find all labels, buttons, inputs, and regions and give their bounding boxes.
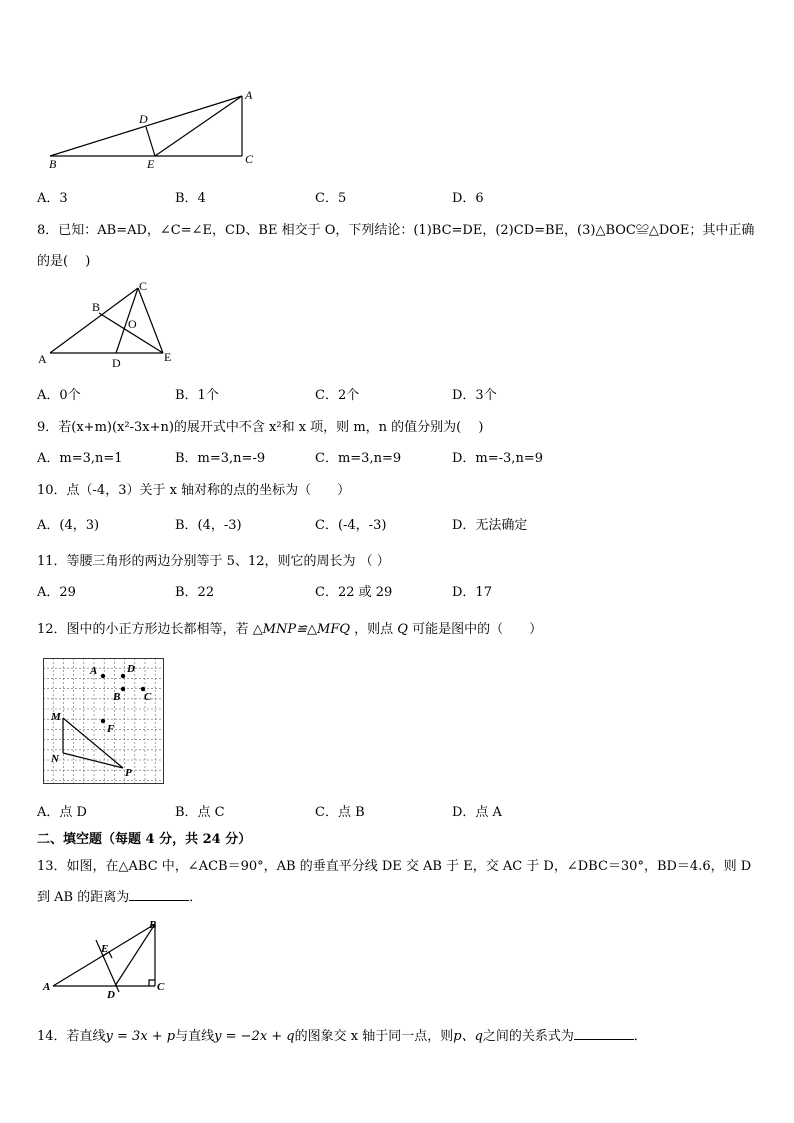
q8-stem-line1: 8．已知：AB=AD，∠C=∠E，CD、BE 相交于 O，下列结论：(1)BC=DE，(2)CD=BE，(3)△BOC≌△DOE；其中正确 [37,223,755,238]
q12-label-C: C [144,691,152,703]
q11-option-b[interactable]: B．22 [175,585,215,600]
q12-grid-figure [43,658,165,784]
q7-option-c[interactable]: C．5 [315,191,347,206]
q14-answer-blank[interactable] [574,1025,634,1040]
q12-label-B: B [113,691,121,703]
q11-options [37,581,757,601]
q12-label-N: N [51,753,59,765]
q8-label-C: C [139,279,148,293]
q12-congruence: △MNP≌△MFQ [252,622,350,637]
q7-figure [40,88,270,173]
q12-stem-pre: 12．图中的小正方形边长都相等，若 [37,622,249,637]
q14-pre: 14．若直线 [37,1029,106,1044]
q9-options [37,447,757,467]
q7-label-E: E [147,157,155,171]
q8-label-A: A [38,352,47,366]
q8-label-D: D [112,356,121,370]
section-heading: 二、填空题（每题 4 分，共 24 分） [37,832,252,847]
q12-stem-post: 可能是图中的（ ） [412,622,543,637]
q10-option-d[interactable]: D．无法确定 [452,518,528,533]
q13-label-D: D [107,989,115,1001]
q7-label-C: C [245,152,254,166]
q10-option-a[interactable]: A．(4，3) [37,518,100,533]
q13-stem-line1: 13．如图，在△ABC 中，∠ACB＝90°，AB 的垂直平分线 DE 交 AB 于 E，交 AC 于 D，∠DBC＝30°，BD＝4.6，则 D [37,859,752,874]
q13-figure [43,918,173,1000]
q9-option-c[interactable]: C．m=3,n=9 [315,451,402,466]
q13-label-E: E [101,943,109,955]
q12-label-P: P [125,767,132,779]
q8-option-d[interactable]: D．3个 [452,388,497,403]
q14-mid: 与直线 [175,1029,215,1044]
q12-point-q: Q [397,622,408,637]
q12-label-F: F [107,723,115,735]
q13-label-A: A [43,981,51,993]
q8-label-O: O [128,317,137,331]
q14-pq: p、q [453,1029,483,1044]
q10-stem: 10．点（-4，3）关于 x 轴对称的点的坐标为（ ） [37,483,351,498]
q14-stem [37,1025,647,1044]
q8-options [37,384,757,404]
q8-label-B: B [92,300,101,314]
q11-stem: 11．等腰三角形的两边分别等于 5、12，则它的周长为 （ ） [37,554,390,569]
q13-stem-line2 [37,886,202,905]
q12-option-d[interactable]: D．点 A [452,805,502,820]
q13-label-C: C [157,981,165,993]
q8-option-c[interactable]: C．2个 [315,388,360,403]
q7-option-d[interactable]: D．6 [452,191,484,206]
q9-option-b[interactable]: B．m=3,n=-9 [175,451,266,466]
q7-option-b[interactable]: B．4 [175,191,206,206]
q12-option-c[interactable]: C．点 B [315,805,365,820]
q9-option-d[interactable]: D．m=-3,n=9 [452,451,543,466]
q12-option-b[interactable]: B．点 C [175,805,225,820]
q12-options [37,801,757,821]
q12-label-M: M [51,711,61,723]
q7-options [37,187,757,207]
q7-option-a[interactable]: A．3 [37,191,68,206]
q8-label-E: E [164,350,172,364]
q12-stem-mid: ，则点 [354,622,394,637]
q7-label-D: D [139,112,148,126]
q11-option-c[interactable]: C．22 或 29 [315,585,393,600]
q12-option-a[interactable]: A．点 D [37,805,87,820]
q8-option-a[interactable]: A．0个 [37,388,81,403]
q13-stem-pre: 到 AB 的距离为 [37,890,130,905]
q8-stem-line2: 的是( ) [37,254,91,269]
q12-label-A: A [90,665,98,677]
q11-option-a[interactable]: A．29 [37,585,76,600]
q14-mid2: 的图象交 x 轴于同一点，则 [294,1029,454,1044]
q12-label-D: D [127,663,135,675]
q10-option-c[interactable]: C．(-4，-3) [315,518,387,533]
q11-option-d[interactable]: D．17 [452,585,492,600]
q14-post: 之间的关系式为 [482,1029,574,1044]
q10-options [37,514,757,534]
q13-stem-post: ． [189,890,203,905]
q13-answer-blank[interactable] [129,886,189,901]
q8-option-b[interactable]: B．1个 [175,388,219,403]
q13-label-B: B [149,919,157,931]
q7-label-A: A [245,88,253,102]
q9-option-a[interactable]: A．m=3,n=1 [37,451,123,466]
q9-stem: 9．若(x+m)(x²-3x+n)的展开式中不含 x²和 x 项，则 m，n 的值分别为( ) [37,420,484,435]
q14-equation-2: y = −2x + q [214,1029,295,1044]
q12-stem [37,618,542,637]
q10-option-b[interactable]: B．(4，-3) [175,518,242,533]
q14-equation-1: y = 3x + p [105,1029,176,1044]
q8-figure [38,280,188,370]
q14-end: ． [633,1029,647,1044]
q7-label-B: B [49,157,57,171]
